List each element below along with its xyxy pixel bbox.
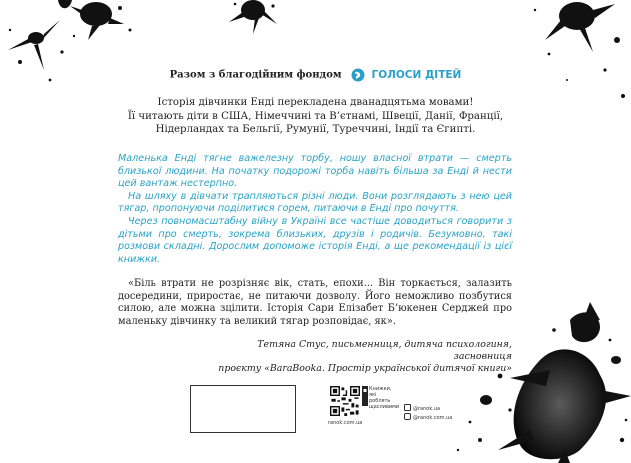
social-instagram[interactable]	[404, 413, 452, 422]
partner-text: Разом з благодійним фондом	[169, 69, 342, 81]
voices-of-children-logo	[351, 68, 461, 82]
ranok-logo-icon	[362, 386, 368, 406]
social-handle: @ranok.com.ua	[413, 415, 453, 421]
partner-line	[0, 68, 631, 82]
description-block	[118, 153, 512, 266]
intro-block	[118, 96, 513, 137]
quote-author	[200, 339, 512, 376]
ink-splatter-top-center	[225, 0, 285, 40]
quote-text: «Біль втрати не розрізняє вік, стать, епохи... Він торкається, залазить досередини, приростає, не питаючи дозволу. Його неможливо позбутися силою, але можна зцілити. Історія Сари Елізабет Б’юкенен Серджей про маленьку дівчинку та великий тягар розповідає, як».	[118, 278, 512, 327]
author-line: Тетяна Стус, письменниця, дитяча психологиня, засновниця	[257, 339, 512, 363]
intro-line: Історія дівчинки Енді перекладена дванадцятьма мовами!	[157, 97, 474, 108]
description-paragraph: Через повномасштабну війну в Україні все частіше доводиться говорити з дітьми про смерть, зокрема близьких, друзів і родичів. Безумовно, такі розмови складні. Дорослим допоможе історія Енді, а ще рекомендації із цієї книжки.	[118, 215, 512, 265]
ink-splatter-top-right	[505, 0, 631, 120]
qr-code-icon	[330, 386, 360, 416]
review-quote	[118, 278, 512, 328]
instagram-icon	[404, 413, 411, 420]
barcode-area	[190, 385, 296, 433]
intro-line: Її читають діти в США, Німеччині та В’єтнамі, Швеції, Данії, Франції,	[127, 110, 504, 122]
description-paragraph: Маленька Енді тягне важелезну торбу, ношу власної втрати — смерть близької людини. На початку подорожі торба навіть більша за Енді й нести цей вантаж нестерпно.	[118, 153, 512, 190]
author-line: проєкту «BaraBooka. Простір української дитячої книги»	[218, 363, 512, 375]
voices-logo-icon	[351, 68, 365, 82]
description-paragraph: На шляху в дівчати трапляються різні люди. Вони розглядають з нею цей тягар, пропонуючи поділитися горем, питаючи в Енді про почуття.	[118, 190, 512, 215]
publisher-site: ranok.com.ua	[328, 420, 363, 426]
social-facebook[interactable]	[404, 404, 452, 413]
social-links	[404, 404, 452, 422]
intro-line: Нідерландах та Бельгії, Румунії, Туреччині, Індії та Єгипті.	[155, 124, 476, 136]
voices-logo-text: ГОЛОСИ ДІТЕЙ	[371, 69, 462, 81]
facebook-icon	[404, 404, 411, 411]
social-handle: @ranok.ua	[413, 406, 441, 412]
publisher-slogan: Книжки, які роблять щасливими	[369, 386, 400, 410]
